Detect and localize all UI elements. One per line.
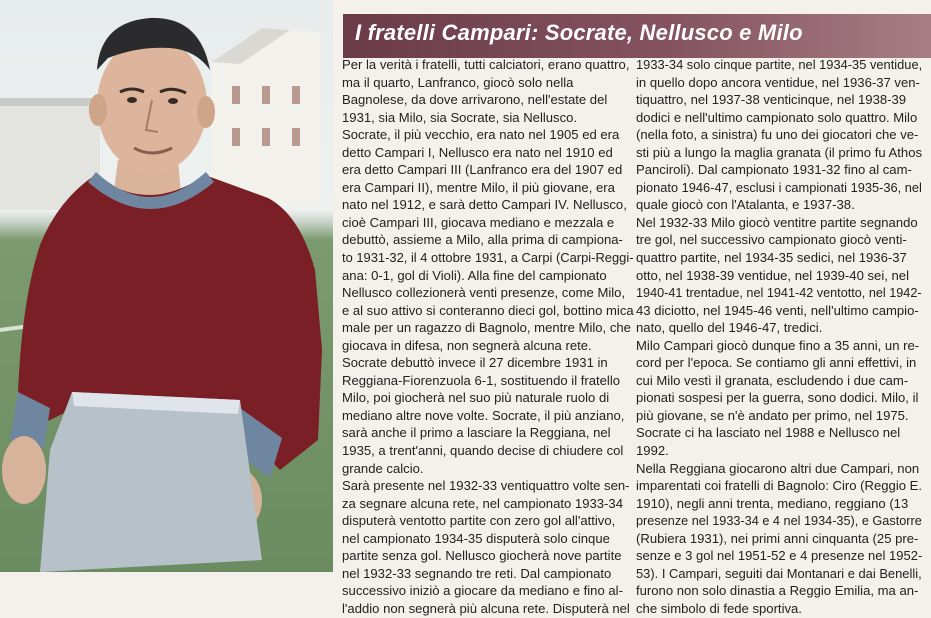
photo-illustration [0, 0, 333, 572]
article-text-line: Panciroli). Dal campionato 1931-32 fino al cam- [636, 162, 912, 178]
article-text-line: 1931, sia Milo, sia Socrate, sia Nellusco. [342, 109, 578, 125]
article-text-line: furono non solo dinastia a Reggio Emilia, ma an- [636, 583, 919, 599]
article-text-line: Milo, poi giocherà nel suo più naturale ruolo di [342, 390, 610, 406]
article-text-line: quattro partite, nel 1934-35 sedici, nel 1936-37 [636, 250, 907, 266]
article-text-line: senze e 3 gol nel 1951-52 e 4 presenze nel 1952- [636, 548, 923, 564]
article-text-line: in quello dopo ancora ventidue, nel 1936-37 ven- [636, 74, 920, 90]
article-title-bar [343, 14, 931, 58]
article-text-line: più giovane, se n'è andato per primo, nel 1975. [636, 407, 909, 423]
article-text-line: tiquattro, nel 1937-38 venticinque, nel 1938-39 [636, 92, 907, 108]
article-text-line: 1935, a trent'anni, quando decise di chiudere col [342, 443, 624, 459]
article-text-line: l'addio non segnerà più alcuna rete. Disputerà nel [342, 600, 630, 616]
article-text-line: Sarà presente nel 1932-33 ventiquattro volte sen- [342, 478, 630, 494]
article-text-line: Nella Reggiana giocarono altri due Campari, non [636, 460, 920, 476]
article-text-line: sti più a lungo la maglia granata (il primo fu Athos [636, 144, 923, 160]
article-text-line: Nel 1932-33 Milo giocò ventitre partite segnando [636, 214, 918, 230]
article-text-line: successivo iniziò a giocare da mediano e fino al- [342, 583, 623, 599]
article-text-line: 1992. [636, 443, 669, 459]
article-text-line: Nellusco collezionerà venti presenze, come Milo, [342, 285, 626, 301]
article-text-line: detto Campari I, Nellusco era nato nel 1910 ed [342, 144, 613, 160]
article-column-right [636, 56, 922, 618]
article-column-left [342, 56, 634, 618]
article-text-line: nel 1932-33 segnando tre reti. Dal campionato [342, 565, 612, 581]
article-text-line: Per la verità i fratelli, tutti calciatori, erano quattro, [342, 57, 630, 72]
article-text-line: nel campionato 1934-35 disputerà solo cinque [342, 530, 610, 546]
article-text-line: 53). I Campari, seguiti dai Montanari e dai Benelli, [636, 565, 922, 581]
article-text-line: disputerà ventotto partite con zero gol all'attivo, [342, 513, 616, 529]
article-text-line: ma il quarto, Lanfranco, giocò solo nella [342, 74, 574, 90]
article-text-line: quale giocò con l'Atalanta, e 1937-38. [636, 197, 855, 213]
article-text-line: to 1931-32, il 4 ottobre 1931, a Carpi (Carpi-Reggi- [342, 250, 634, 266]
article-text-line: era detto Campari III (Lanfranco era del 1907 ed [342, 162, 623, 178]
article-text-line: cioè Campari III, giocava mediano e mezzala e [342, 214, 615, 230]
article-text-line: cui Milo vestì il granata, escludendo i due cam- [636, 372, 909, 388]
player-photo [0, 0, 333, 572]
article-text-line: sarà anche il primo a lasciare la Reggiana, nel [342, 425, 611, 441]
article-text-line: za segnare alcuna rete, nel campionato 1933-34 [342, 495, 623, 511]
article-text-line: Socrate, il più vecchio, era nato nel 1905 ed era [342, 127, 620, 143]
article-text-line: Reggiana-Fiorenzuola 6-1, sostituendo il fratello [342, 372, 621, 388]
article-text-line: male per un ragazzo di Bagnolo, mentre Milo, che [342, 320, 631, 336]
article-text-line: mediano altre nove volte. Socrate, il più anziano, [342, 407, 625, 423]
article-text-line: grande calcio. [342, 460, 424, 476]
article-text-line: 1940-41 trentadue, nel 1941-42 ventotto, nel 1942- [636, 285, 922, 301]
article-text-line: era Campari II), mentre Milo, il più giovane, era [342, 179, 615, 195]
article-text-line: 1933-34 solo cinque partite, nel 1934-35 ventidue, [636, 57, 923, 72]
article-text-line: che simbolo di fede sportiva. [636, 600, 802, 616]
article-text-line: debuttò, assieme a Milo, alla prima di campiona- [342, 232, 623, 248]
article-title: I fratelli Campari: Socrate, Nellusco e Milo [355, 20, 803, 45]
article-text-line: cord per l'epoca. Se contiamo gli anni effettivi, in [636, 355, 917, 371]
article-text-line: otto, nel 1938-39 ventidue, nel 1939-40 sei, nel [636, 267, 909, 283]
article-text-line: 43 diciotto, nel 1945-46 venti, nell'ultimo campio- [636, 302, 919, 318]
article-text-line: Bagnolese, da dove arrivarono, nell'estate del [342, 92, 608, 108]
shorts [40, 392, 262, 572]
article-text-line: partite senza gol. Nellusco giocherà nove partite [342, 548, 622, 564]
article-text-line: tre gol, nel successivo campionato giocò venti- [636, 232, 907, 248]
article-text-line: dodici e nell'ultimo campionato solo quattro. Milo [636, 109, 918, 125]
article-text-line: Milo Campari giocò dunque fino a 35 anni, un re- [636, 337, 920, 353]
article-text-line: e al suo attivo si conteranno dieci gol, bottino mica [342, 302, 634, 318]
article-text-line: presenze nel 1933-34 e 4 nel 1934-35), e Gastorre [636, 513, 922, 529]
article-text-line: Socrate debuttò invece il 27 dicembre 1931 in [342, 355, 608, 371]
article-text-line: pionato 1946-47, esclusi i campionati 1935-36, nel [636, 179, 922, 195]
article-text-line: giocava in difesa, non segnerà alcuna rete. [342, 337, 592, 353]
article-text-line: ana: 0-1, gol di Violi). Alla fine del campionato [342, 267, 607, 283]
article-text-line: 1910), negli anni trenta, mediano, reggiano (13 [636, 495, 909, 511]
article-text-line: nato nel 1912, e sarà detto Campari IV. Nellusco, [342, 197, 627, 213]
article-text-line: Socrate ci ha lasciato nel 1988 e Nellusco nel [636, 425, 901, 441]
article-text-line: nato, quello del 1946-47, tredici. [636, 320, 823, 336]
article-text-line: (nella foto, a sinistra) fu uno dei giocatori che ve- [636, 127, 919, 143]
article-text-line: (Rubiera 1931), nei primi anni cinquanta (25 pre- [636, 530, 919, 546]
article-text-line: imparentati coi fratelli di Bagnolo: Ciro (Reggio E. [636, 478, 923, 494]
article-text-line: pionati sospesi per la guerra, sono dodici. Milo, il [636, 390, 919, 406]
